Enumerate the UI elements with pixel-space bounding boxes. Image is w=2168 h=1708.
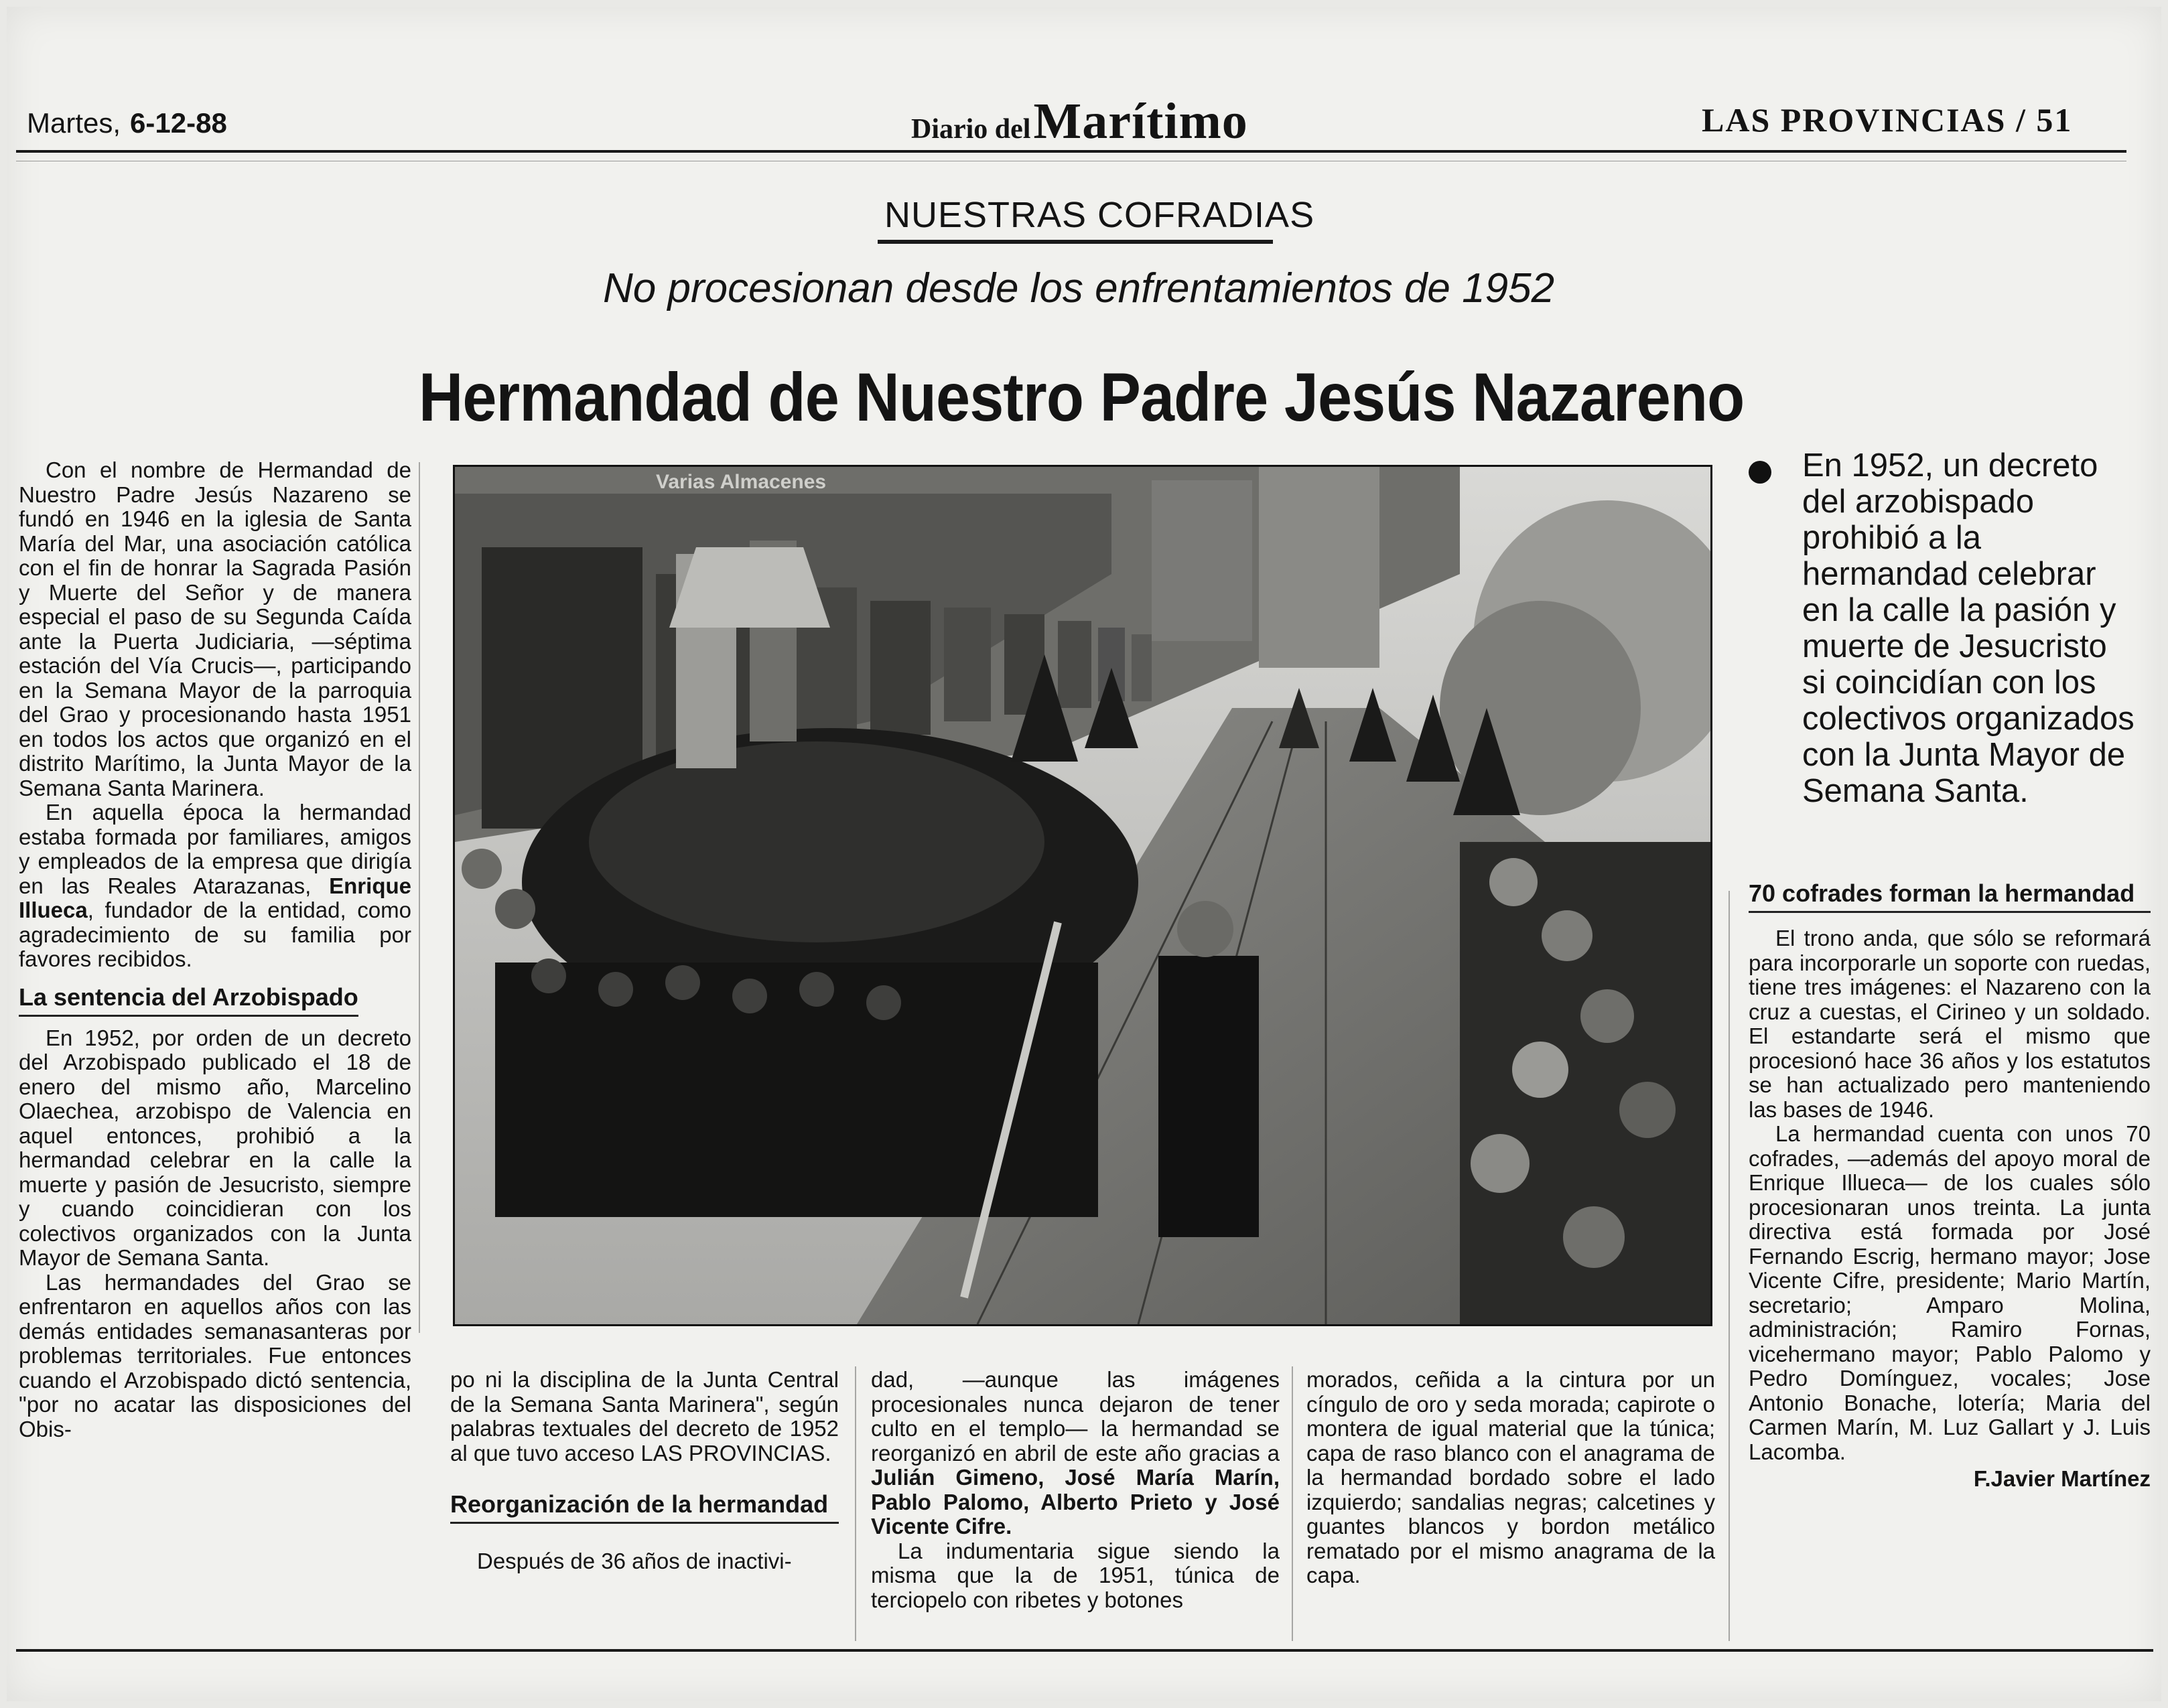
paragraph: Con el nombre de Hermandad de Nuestro Padre Jesús Nazareno se fundó en 1946 en la iglesia de Santa María del Mar, una asociación católica con el fin de honrar la Sagrada Pasión y Muerte del Señor y de manera especial el paso de su Segunda Caída ante la Puerta Judiciaria, —séptima estación del Vía Crucis—, participando en la Semana Mayor de la parroquia del Grao y procesionando hasta 1951 en todos los actos que organizó en el distrito Marítimo, la Junta Mayor de la Semana Santa Marinera. <box>19 457 411 800</box>
issue-date-value: 6-12-88 <box>130 107 227 139</box>
pull-quote-text: En 1952, un decreto del arzobispado prohibió a la hermandad celebrar en la calle la pasión y muerte de Jesucristo si coincidían con los colectivos organizados con la Junta Mayor de Semana Santa. <box>1802 447 2135 809</box>
paragraph <box>19 800 411 972</box>
subhead-text: La sentencia del Arzobispado <box>19 983 358 1011</box>
paper-name: LAS PROVINCIAS <box>1702 101 2007 139</box>
paragraph: El trono anda, que sólo se reformará para incorporarle un soporte con ruedas, tiene tres imágenes: el Nazareno con la cruz a cuestas, el Cirineo y un soldado. El estandarte será el mismo que procesionó hace 36 años y los estatutos se han actualizado pero manteniendo las bases de 1946. <box>1749 926 2151 1122</box>
masthead-name: Marítimo <box>1033 93 1248 149</box>
paragraph: La hermandad cuenta con unos 70 cofrades, —además del apoyo moral de Enrique Illueca— de los cuales sólo procesionaran unos treinta. La junta directiva está formada por José Fernando Escrig, hermano mayor; Jose Vicente Cifre, presidente; Mario Martín, secretario; Amparo Molina, administración; Ramiro Fornas, vicehermano mayor; Pablo Palomo y Pedro Domínguez, vocales; Jose Antonio Bonache, lotería; Maria del Carmen Marín, M. Luz Gallart y J. Luis Lacomba. <box>1749 1121 2151 1464</box>
article-column-3 <box>871 1368 1280 1612</box>
issue-date <box>27 107 227 139</box>
column-divider <box>855 1366 856 1641</box>
paragraph: La indumentaria sigue siendo la misma que la de 1951, túnica de terciopelo con ribetes y botones <box>871 1538 1280 1612</box>
page-number: / 51 <box>2015 101 2073 139</box>
photo-sign-text: Varias Almacenes <box>656 471 827 493</box>
section-label: NUESTRAS COFRADIAS <box>884 195 1315 235</box>
subhead-text: Reorganización de la hermandad <box>450 1490 829 1518</box>
footer-rule <box>16 1649 2153 1652</box>
pull-quote <box>1749 447 2137 809</box>
procession-photo <box>453 465 1712 1326</box>
column-divider <box>419 462 420 1333</box>
subhead-text: 70 cofrades forman la hermandad <box>1749 879 2135 907</box>
paragraph-text: En aquella época la hermandad estaba formada por familiares, amigos y empleados de la empresa que dirigía en las Reales Atarazanas, <box>19 800 411 898</box>
paragraph: Después de 36 años de inactivi- <box>477 1549 792 1573</box>
article-column-4 <box>1306 1368 1715 1588</box>
newspaper-name <box>1702 100 2072 139</box>
paragraph: po ni la disciplina de la Junta Central de la Semana Santa Marinera", según palabras textuales del decreto de 1952 al que tuvo acceso LAS PROVINCIAS. <box>450 1367 839 1466</box>
masthead <box>911 92 1248 151</box>
issue-day: Martes, <box>27 107 121 139</box>
paragraph: En 1952, por orden de un decreto del Arzobispado publicado el 18 de enero del mismo año, Marcelino Olaechea, arzobispo de Valencia en aquel entonces, prohibió a la hermandad celebrar en la calle la muerte y pasión de Jesucristo, siempre y cuando coincidieran con los colectivos organizados con la Junta Mayor de Semana Santa. <box>19 1025 411 1270</box>
masthead-prefix: Diario del <box>911 114 1031 145</box>
article-column-1 <box>19 458 411 1441</box>
byline: F.Javier Martínez <box>1973 1466 2151 1491</box>
bullet-icon <box>1749 461 1771 484</box>
section-subhead <box>1749 880 2151 913</box>
article-column-2 <box>450 1368 839 1574</box>
column-divider <box>1729 891 1730 1641</box>
paragraph <box>871 1368 1280 1539</box>
section-subhead <box>19 984 358 1017</box>
header-rule <box>16 150 2126 153</box>
section-underline <box>878 240 1273 244</box>
member-names: Julián Gimeno, José María Marín, Pablo Palomo, Alberto Prieto y José Vicente Cifre. <box>871 1465 1280 1539</box>
article-column-right <box>1749 871 2151 1492</box>
paragraph-text: , fundador de la entidad, como agradecimiento de su familia por favores recibidos. <box>19 898 411 971</box>
procession-photo-image <box>455 467 1710 1324</box>
founder-name: Enrique Illueca <box>19 873 411 922</box>
headline: Hermandad de Nuestro Padre Jesús Nazareno <box>419 359 1745 435</box>
section-subhead <box>450 1491 839 1524</box>
subheadline: No procesionan desde los enfrentamientos de 1952 <box>603 265 1555 311</box>
paragraph-text: dad, —aunque las imágenes procesionales nunca dejaron de tener culto en el templo— la hermandad se reorganizó en abril de este año gracias a <box>871 1367 1280 1466</box>
paragraph: Las hermandades del Grao se enfrentaron en aquellos años con las demás entidades semanasanteras por problemas territoriales. Fue entonces cuando el Arzobispado dictó sentencia, "por no acatar las disposiciones del Obis- <box>19 1269 411 1441</box>
column-divider <box>1292 1366 1293 1641</box>
paragraph: morados, ceñida a la cintura por un cíngulo de oro y seda morada; capirote o montera de igual material que la túnica; capa de raso blanco con el anagrama de la hermandad bordado sobre el lado izquierdo; sandalias negras; calcetines y guantes blancos y bordon metálico rematado por el mismo anagrama de la capa. <box>1306 1367 1715 1587</box>
